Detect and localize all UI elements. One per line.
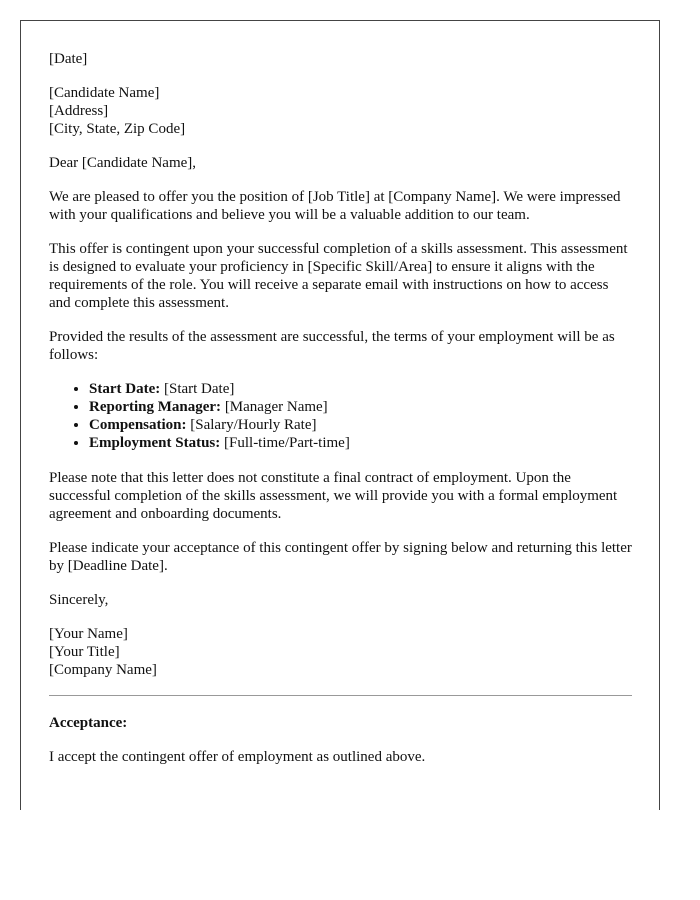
divider (49, 695, 632, 696)
sender-name: [Your Name] (49, 626, 128, 642)
terms-intro-paragraph: Provided the results of the assessment are successful, the terms of your employment will be as follows: (49, 329, 615, 363)
acceptance-heading: Acceptance: (49, 715, 128, 731)
contingency-paragraph: This offer is contingent upon your successful completion of a skills assessment. This assessment is designed to evaluate your proficiency in [Specific Skill/Area] to ensure it aligns with the requirements of the role. You will receive a separate email with instructions on how to access and complete this assessment. (49, 241, 628, 311)
term-value: [Manager Name] (221, 399, 328, 415)
list-item (89, 416, 632, 434)
recipient-name: [Candidate Name] (49, 85, 160, 101)
acceptance-statement: I accept the contingent offer of employment as outlined above. (49, 749, 426, 765)
offer-paragraph: We are pleased to offer you the position of [Job Title] at [Company Name]. We were impressed with your qualifications and believe you will be a valuable addition to our team. (49, 189, 621, 223)
term-label: Start Date: (89, 381, 161, 397)
term-label: Compensation: (89, 417, 187, 433)
recipient-city-state-zip: [City, State, Zip Code] (49, 121, 186, 137)
sender-title: [Your Title] (49, 644, 120, 660)
employment-terms-list (49, 380, 632, 452)
letter-date: [Date] (49, 51, 88, 67)
list-item (89, 380, 632, 398)
term-value: [Salary/Hourly Rate] (186, 417, 317, 433)
term-value: [Start Date] (160, 381, 235, 397)
recipient-address: [Address] (49, 103, 109, 119)
list-item (89, 398, 632, 416)
term-label: Reporting Manager: (89, 399, 222, 415)
salutation: Dear [Candidate Name], (49, 155, 197, 171)
list-item (89, 434, 632, 452)
term-label: Employment Status: (89, 435, 221, 451)
closing: Sincerely, (49, 592, 109, 608)
term-value: [Full-time/Part-time] (220, 435, 350, 451)
recipient-address-block (49, 84, 632, 138)
letter-page (20, 20, 660, 810)
note-paragraph: Please note that this letter does not constitute a final contract of employment. Upon the successful completion of the skills assessment, we will provide you with a formal employment agreement and onboarding documents. (49, 470, 618, 522)
acceptance-request-paragraph: Please indicate your acceptance of this contingent offer by signing below and returning this letter by [Deadline Date]. (49, 540, 632, 574)
signature-block (49, 625, 632, 679)
sender-company: [Company Name] (49, 662, 157, 678)
